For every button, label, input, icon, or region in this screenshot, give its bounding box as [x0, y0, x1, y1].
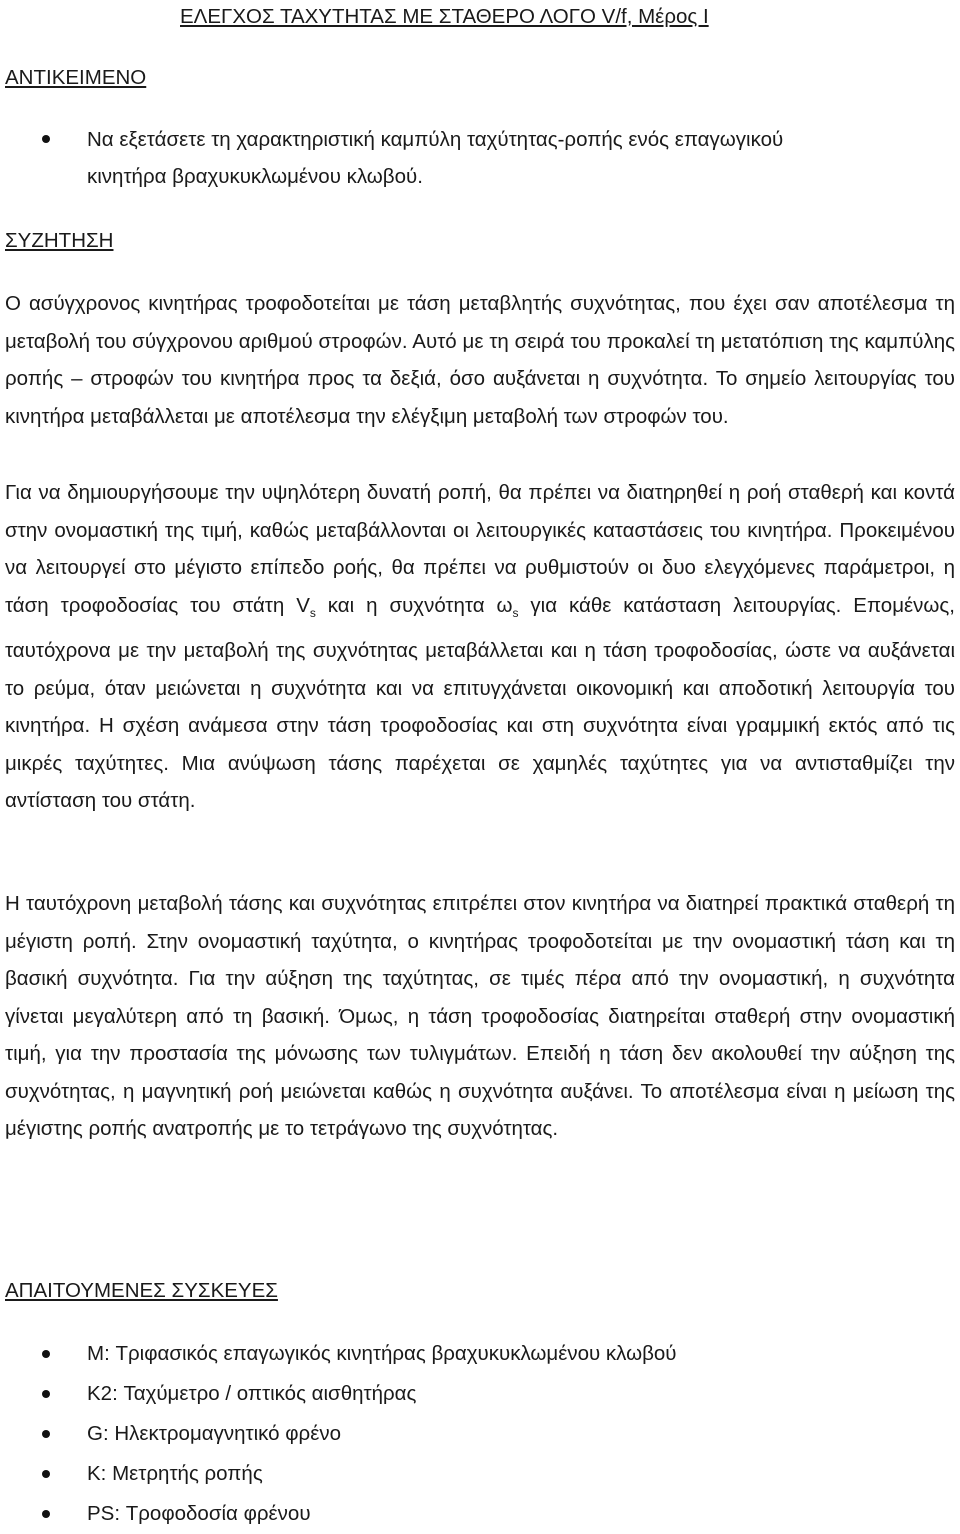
list-item: Να εξετάσετε τη χαρακτηριστική καμπύλη ταχύτητας-ροπής ενός επαγωγικού κινητήρα βραχυκυκλωμένου κλωβού. [0, 121, 850, 195]
discussion-paragraph-1: Ο ασύγχρονος κινητήρας τροφοδοτείται με τάση μεταβλητής συχνότητας, που έχει σαν αποτέλεσμα τη μεταβολή του σύγχρονου αριθμού στροφών. Αυτό με τη σειρά του προκαλεί τη μετατόπιση της καμπύλης ροπής – στροφών του κινητήρα προς τα δεξιά, όσο αυξάνεται η συχνότητα. Το σημείο λειτουργίας του κινητήρα μεταβάλλεται με αποτέλεσμα την ελέγξιμη μεταβολή των στροφών του. [5, 292, 955, 428]
list-item: K: Μετρητής ροπής [0, 1454, 677, 1494]
discussion-paragraph-2: Για να δημιουργήσουμε την υψηλότερη δυνατή ροπή, θα πρέπει να διατηρηθεί η ροή σταθερή και κοντά στην ονομαστική της τιμή, καθώς μεταβάλλονται οι λειτουργικές καταστάσεις του κινητήρα. Προκειμένου να λειτουργεί στο μέγιστο επίπεδο ροής, θα πρέπει να ρυθμιστούν οι δυο ελεγχόμενες παράμετροι, η τάση τροφοδοσίας του στάτη $V_s$ και η συχνότητα $\omega_s$ για κάθε κατάσταση λειτουργίας. Επομένως, ταυτόχρονα με την μεταβολή της συχνότητας μεταβάλλεται και η τάση τροφοδοσίας, ώστε να αυξάνεται το ρεύμα, όταν μειώνεται η συχνότητα και να επιτυγχάνεται οικονομική και αποδοτική λειτουργία του κινητήρα. Η σχέση ανάμεσα στην τάση τροφοδοσίας και στη συχνότητα είναι γραμμική εκτός από τις μικρές ταχύτητες. Μια ανύψωση τάσης παρέχεται σε χαμηλές ταχύτητες για να αντισταθμίζει την αντίσταση του στάτη. [5, 481, 955, 813]
document-title: ΕΛΕΓΧΟΣ ΤΑΧΥΤΗΤΑΣ ΜΕ ΣΤΑΘΕΡΟ ΛΟΓΟ V/f, Μέρος Ι [180, 5, 709, 28]
list-item: M: Τριφασικός επαγωγικός κινητήρας βραχυκυκλωμένου κλωβού [0, 1334, 677, 1374]
objective-list [0, 121, 850, 195]
objective-heading: ΑΝΤΙΚΕΙΜΕΝΟ [5, 66, 147, 89]
list-item: G: Ηλεκτρομαγνητικό φρένο [0, 1414, 677, 1454]
list-item: PS: Τροφοδοσία φρένου [0, 1494, 677, 1534]
discussion-paragraph-3: Η ταυτόχρονη μεταβολή τάσης και συχνότητας επιτρέπει στον κινητήρα να διατηρεί πρακτικά σταθερή τη μέγιστη ροπή. Στην ονομαστική ταχύτητα, ο κινητήρας τροφοδοτείται με την ονομαστική τάση και τη βασική συχνότητα. Για την αύξηση της ταχύτητας, σε τιμές πέρα από την ονομαστική, η συχνότητα γίνεται μεγαλύτερη από τη βασική. Όμως, η τάση τροφοδοσίας διατηρείται σταθερή στην ονομαστική τιμή, για την προστασία της μόνωσης των τυλιγμάτων. Επειδή η τάση δεν ακολουθεί την αύξηση της συχνότητας, η μαγνητική ροή μειώνεται καθώς η συχνότητα αυξάνει. Το αποτέλεσμα είναι η μείωση της μέγιστης ροπής ανατροπής με το τετράγωνο της συχνότητας. [5, 892, 955, 1140]
discussion-heading: ΣΥΖΗΤΗΣΗ [5, 229, 114, 252]
list-item: K2: Ταχύμετρο / οπτικός αισθητήρας [0, 1374, 677, 1414]
equipment-list [0, 1334, 677, 1534]
equipment-heading: ΑΠΑΙΤΟΥΜΕΝΕΣ ΣΥΣΚΕΥΕΣ [5, 1279, 278, 1302]
